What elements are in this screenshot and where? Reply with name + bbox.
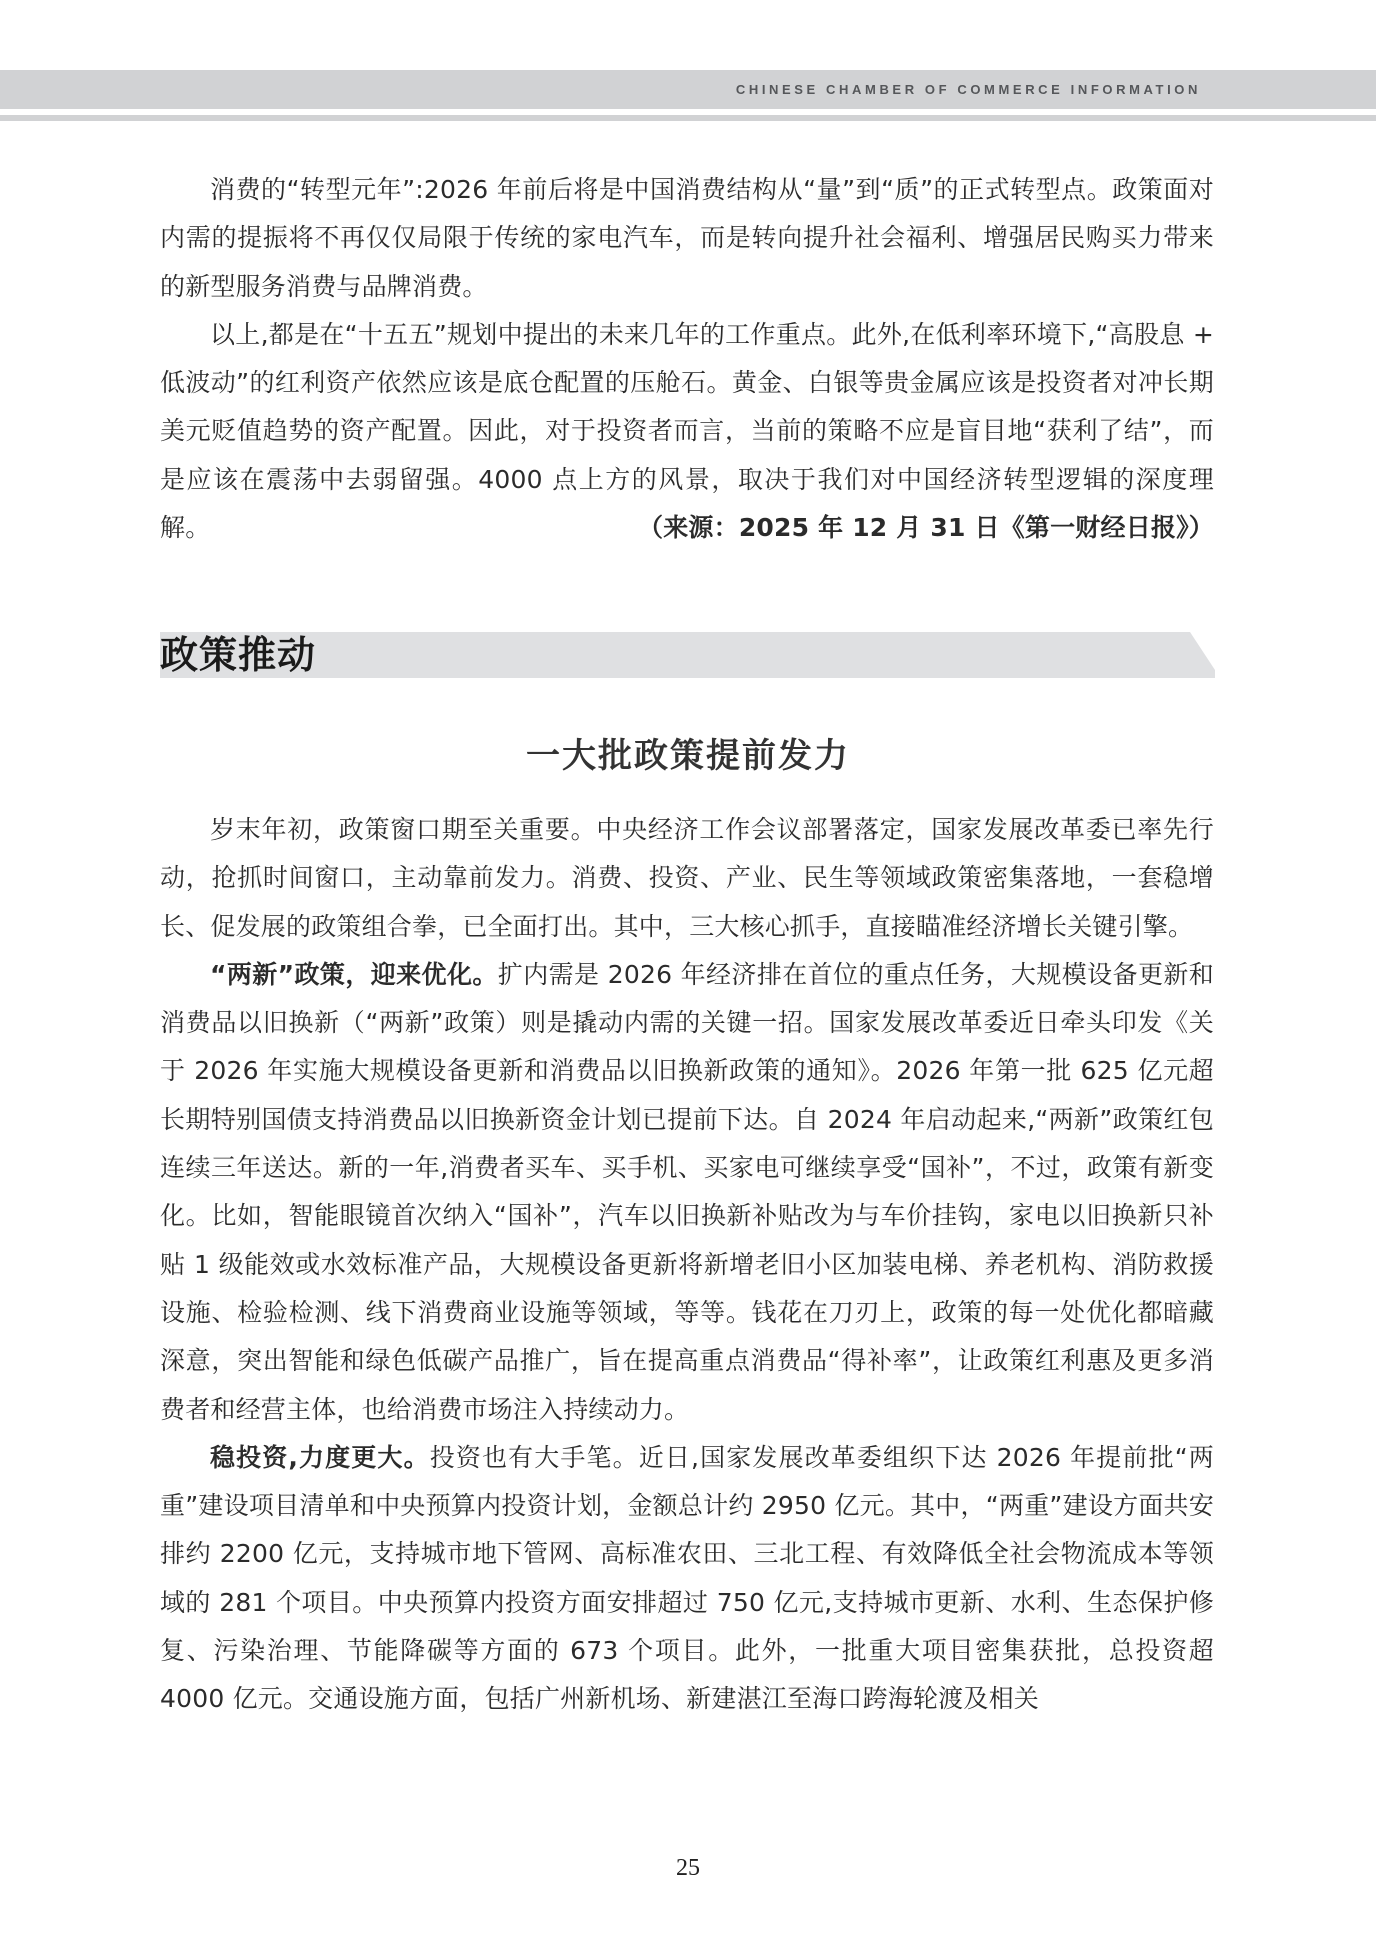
paragraph-lead: “两新”政策，迎来优化。 [210, 959, 498, 989]
paragraph [160, 806, 1214, 951]
paragraph-text: 扩内需是 2026 年经济排在首位的重点任务，大规模设备更新和消费品以旧换新（“两新”政策）则是撬动内需的关键一招。国家发展改革委近日牵头印发《关于 2026 年实施大规模设备更新和消费品以旧换新政策的通知》。2026 年第一批 625 亿元超长期特别国债支持消费品以旧换新资金计划已提前下达。自 2024 年启动起来,“两新”政策红包连续三年送达。新的一年,消费者买车、买手机、买家电可继续享受“国补”，不过，政策有新变化。比如，智能眼镜首次纳入“国补”，汽车以旧换新补贴改为与车价挂钩，家电以旧换新只补贴 1 级能效或水效标准产品，大规模设备更新将新增老旧小区加装电梯、养老机构、消防救援设施、检验检测、线下消费商业设施等领域，等等。钱花在刀刃上，政策的每一处优化都暗藏深意，突出智能和绿色低碳产品推广，旨在提高重点消费品“得补率”，让政策红利惠及更多消费者和经营主体，也给消费市场注入持续动力。 [160, 959, 1214, 1424]
section-title: 政策推动 [160, 632, 317, 677]
paragraph [160, 951, 1214, 1434]
section-header-band [160, 632, 1215, 678]
article-body [160, 806, 1214, 1724]
running-header-title: CHINESE CHAMBER OF COMMERCE INFORMATION [735, 82, 1201, 97]
top-section [160, 166, 1214, 552]
paragraph [160, 166, 1214, 311]
paragraph-text: 以上,都是在“十五五”规划中提出的未来几年的工作重点。此外,在低利率环境下,“高股息 + 低波动”的红利资产依然应该是底仓配置的压舱石。黄金、白银等贵金属应该是投资者对冲长期美元贬值趋势的资产配置。因此，对于投资者而言，当前的策略不应是盲目地“获利了结”，而是应该在震荡中去弱留强。4000 点上方的风景，取决于我们对中国经济转型逻辑的深度理解。 [160, 319, 1214, 543]
paragraph-text: 岁末年初，政策窗口期至关重要。中央经济工作会议部署落定，国家发展改革委已率先行动，抢抓时间窗口，主动靠前发力。消费、投资、产业、民生等领域政策密集落地，一套稳增长、促发展的政策组合拳，已全面打出。其中，三大核心抓手，直接瞄准经济增长关键引擎。 [160, 815, 1214, 941]
article-title: 一大批政策提前发力 [526, 736, 850, 776]
paragraph [160, 311, 1214, 552]
running-header-rule [0, 115, 1376, 121]
page-number: 25 [676, 1855, 700, 1881]
paragraph-text: 投资也有大手笔。近日,国家发展改革委组织下达 2026 年提前批“两重”建设项目清单和中央预算内投资计划，金额总计约 2950 亿元。其中，“两重”建设方面共安排约 2200 亿元，支持城市地下管网、高标准农田、三北工程、有效降低全社会物流成本等领域的 281 个项目。中央预算内投资方面安排超过 750 亿元,支持城市更新、水利、生态保护修复、污染治理、节能降碳等方面的 673 个项目。此外，一批重大项目密集获批，总投资超 4000 亿元。交通设施方面，包括广州新机场、新建湛江至海口跨海轮渡及相关 [160, 1442, 1214, 1714]
paragraph-lead: 稳投资,力度更大。 [210, 1442, 430, 1472]
source-citation: （来源：2025 年 12 月 31 日《第一财经日报》） [638, 513, 1214, 543]
paragraph-text: 消费的“转型元年”:2026 年前后将是中国消费结构从“量”到“质”的正式转型点。政策面对内需的提振将不再仅仅局限于传统的家电汽车，而是转向提升社会福利、增强居民购买力带来的新型服务消费与品牌消费。 [160, 175, 1214, 301]
paragraph [160, 1434, 1214, 1724]
